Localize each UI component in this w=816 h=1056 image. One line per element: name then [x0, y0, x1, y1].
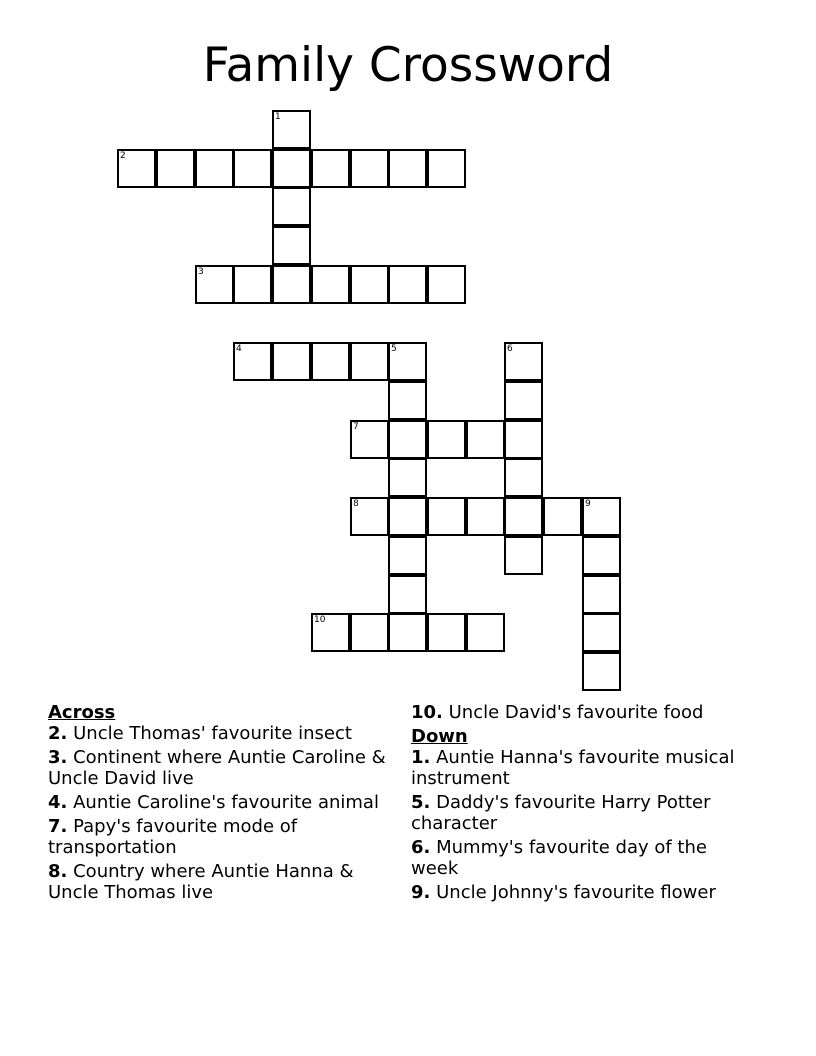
grid-cell[interactable]	[195, 149, 234, 188]
clue-across-10: 10. Uncle David's favourite food	[411, 702, 704, 723]
grid-cell-7-across[interactable]	[350, 420, 389, 459]
clue-number: 8	[353, 499, 359, 509]
clues-column-left	[48, 702, 393, 906]
grid-cell[interactable]	[388, 497, 427, 536]
clue-number: 1	[275, 112, 281, 122]
grid-cell[interactable]	[388, 381, 427, 420]
grid-cell[interactable]	[272, 342, 311, 381]
clue-across-8: 8. Country where Auntie Hanna & Uncle Thomas live	[48, 861, 354, 903]
grid-cell[interactable]	[272, 265, 311, 304]
page-title: Family Crossword	[202, 38, 614, 93]
grid-cell[interactable]	[272, 226, 311, 265]
grid-cell[interactable]	[350, 265, 389, 304]
grid-cell[interactable]	[388, 536, 427, 575]
grid-cell[interactable]	[427, 265, 466, 304]
clue-number: 10	[314, 615, 326, 625]
clue-down-5: 5. Daddy's favourite Harry Potter character	[411, 792, 711, 834]
clue-down-9: 9. Uncle Johnny's favourite flower	[411, 882, 716, 903]
grid-cell-9-down[interactable]	[582, 497, 621, 536]
clue-across-2: 2. Uncle Thomas' favourite insect	[48, 723, 352, 744]
grid-cell-8-across[interactable]	[350, 497, 389, 536]
grid-cell-3-across[interactable]	[195, 265, 234, 304]
clue-across-4: 4. Auntie Caroline's favourite animal	[48, 792, 379, 813]
grid-cell[interactable]	[504, 497, 543, 536]
grid-cell[interactable]	[233, 149, 272, 188]
grid-cell-6-down[interactable]	[504, 342, 543, 381]
clues-column-right	[411, 702, 756, 906]
grid-cell[interactable]	[582, 575, 621, 614]
clue-down-1: 1. Auntie Hanna's favourite musical instrument	[411, 747, 735, 789]
clue-number: 7	[353, 422, 359, 432]
grid-cell[interactable]	[427, 613, 466, 652]
grid-cell[interactable]	[504, 458, 543, 497]
grid-cell[interactable]	[466, 613, 505, 652]
grid-cell[interactable]	[156, 149, 195, 188]
grid-cell[interactable]	[466, 420, 505, 459]
grid-cell[interactable]	[427, 149, 466, 188]
grid-cell[interactable]	[388, 458, 427, 497]
down-heading: Down	[411, 726, 468, 747]
clue-number: 6	[507, 344, 513, 354]
grid-cell-1-down[interactable]	[272, 110, 311, 149]
grid-cell[interactable]	[388, 575, 427, 614]
clue-number: 2	[120, 151, 126, 161]
grid-cell[interactable]	[388, 265, 427, 304]
clue-number: 4	[236, 344, 242, 354]
grid-cell[interactable]	[311, 149, 350, 188]
grid-cell[interactable]	[272, 149, 311, 188]
grid-cell[interactable]	[272, 187, 311, 226]
across-heading: Across	[48, 702, 116, 723]
grid-cell[interactable]	[427, 497, 466, 536]
grid-cell[interactable]	[311, 265, 350, 304]
grid-cell[interactable]	[582, 613, 621, 652]
grid-cell[interactable]	[311, 342, 350, 381]
grid-cell[interactable]	[504, 536, 543, 575]
grid-cell[interactable]	[504, 420, 543, 459]
grid-cell[interactable]	[350, 613, 389, 652]
grid-cell[interactable]	[233, 265, 272, 304]
grid-cell[interactable]	[388, 149, 427, 188]
clue-across-7: 7. Papy's favourite mode of transportation	[48, 816, 298, 858]
grid-cell-4-across[interactable]	[233, 342, 272, 381]
grid-cell[interactable]	[504, 381, 543, 420]
grid-cell[interactable]	[427, 420, 466, 459]
grid-cell[interactable]	[466, 497, 505, 536]
grid-cell[interactable]	[543, 497, 582, 536]
clue-down-6: 6. Mummy's favourite day of the week	[411, 837, 707, 879]
grid-cell-5-down[interactable]	[388, 342, 427, 381]
grid-cell-10-across[interactable]	[311, 613, 350, 652]
grid-cell[interactable]	[350, 149, 389, 188]
grid-cell[interactable]	[582, 652, 621, 691]
clue-number: 5	[391, 344, 397, 354]
grid-cell[interactable]	[350, 342, 389, 381]
grid-cell[interactable]	[388, 420, 427, 459]
clue-number: 3	[198, 267, 204, 277]
grid-cell-2-across[interactable]	[117, 149, 156, 188]
clue-across-3: 3. Continent where Auntie Caroline & Uncle David live	[48, 747, 386, 789]
grid-cell[interactable]	[582, 536, 621, 575]
clue-number: 9	[585, 499, 591, 509]
grid-cell[interactable]	[388, 613, 427, 652]
